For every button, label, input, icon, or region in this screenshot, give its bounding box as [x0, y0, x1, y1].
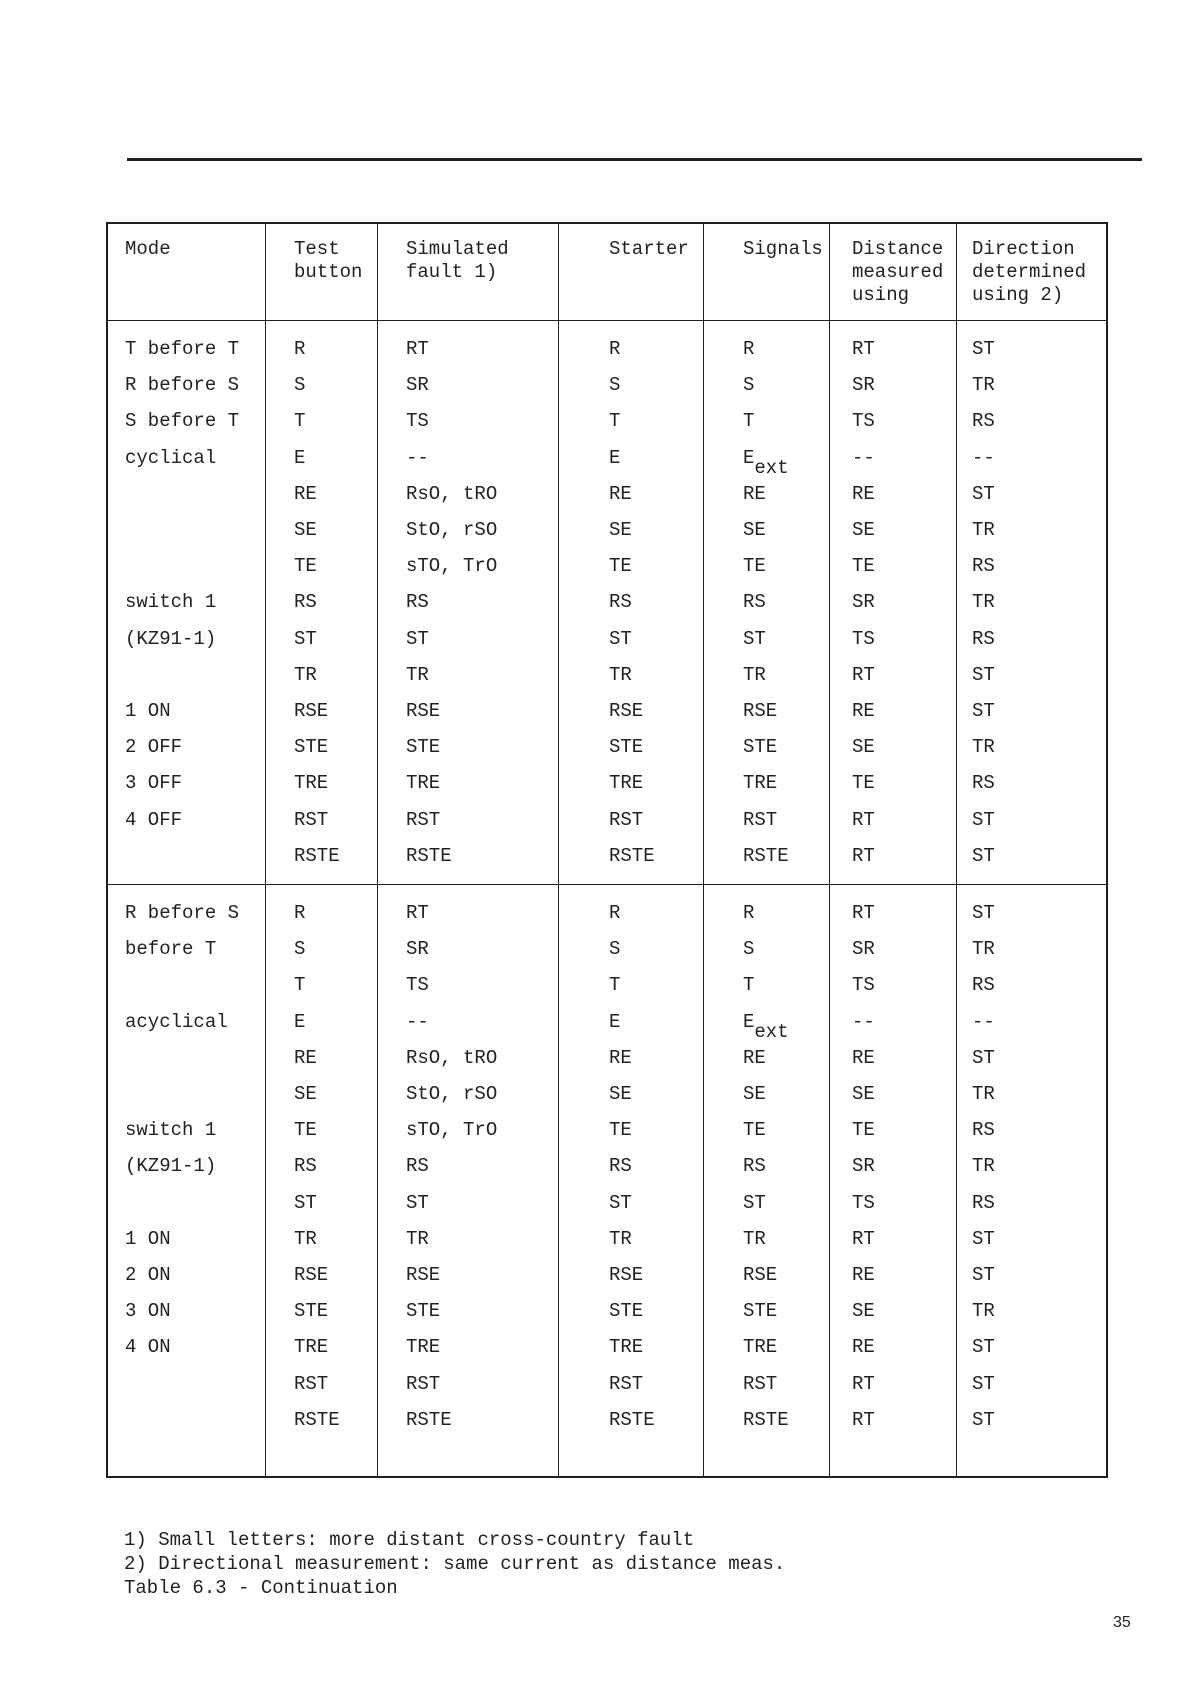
table-cell: T [294, 410, 306, 433]
table-cell: T [294, 974, 306, 997]
row-divider [108, 320, 1106, 321]
table-cell: RE [743, 1046, 766, 1069]
table-cell: RT [406, 338, 429, 360]
table-cell: TE [294, 1119, 317, 1142]
table-cell: RSE [743, 700, 778, 722]
table-cell: TE [743, 555, 766, 578]
table-cell: sTO, TrO [406, 555, 498, 578]
table-cell: RS [743, 591, 766, 614]
table-cell: R [743, 902, 755, 924]
page-number: 35 [1113, 1614, 1131, 1631]
table-cell: RsO, tRO [406, 482, 498, 505]
table-cell: TR [609, 1227, 632, 1250]
table-cell: RSE [609, 700, 644, 722]
mode-cell: 2 ON [125, 1264, 171, 1286]
table-cell: TR [406, 1227, 429, 1250]
table-cell: RST [294, 808, 329, 831]
table-cell: R [609, 902, 621, 924]
table-cell: S [743, 374, 755, 397]
table-cell: STE [406, 1300, 441, 1323]
table-cell: SE [852, 519, 875, 541]
table-cell: T [743, 410, 755, 433]
table-cell: RE [852, 482, 875, 505]
table-cell: sTO, TrO [406, 1119, 498, 1142]
table-cell: ST [406, 1191, 429, 1214]
table-cell: TR [972, 591, 995, 614]
table-cell: RE [852, 700, 875, 722]
column-header: Simulated fault 1) [406, 238, 509, 283]
table-cell: S [609, 938, 621, 961]
table-cell: ST [406, 627, 429, 650]
table-cell: SR [852, 1155, 875, 1178]
mode-cell: before T [125, 938, 217, 961]
table-cell: ST [972, 1046, 995, 1069]
table-cell: ST [972, 808, 995, 831]
table-cell: ST [743, 1191, 766, 1214]
table-cell: SE [294, 1083, 317, 1105]
column-header: Test button [294, 238, 363, 283]
table-cell: T [609, 410, 621, 433]
table-cell: R [609, 338, 621, 360]
table-cell: E [294, 1010, 306, 1033]
table-cell: ST [609, 1191, 632, 1214]
table-cell: R [294, 338, 306, 360]
table-cell: S [294, 374, 306, 397]
table-cell: RST [609, 1372, 644, 1395]
table-cell: RS [743, 1155, 766, 1178]
table-cell: RT [852, 1227, 875, 1250]
table-cell: TS [852, 974, 875, 997]
table-cell: ST [972, 482, 995, 505]
table-cell: TE [609, 1119, 632, 1142]
table-cell: RS [972, 772, 995, 795]
table-cell: ST [972, 338, 995, 360]
table-cell: ST [972, 1227, 995, 1250]
table-cell: T [609, 974, 621, 997]
table-caption: Table 6.3 - Continuation [124, 1577, 398, 1599]
table-cell: STE [743, 736, 778, 759]
table-cell: E [294, 446, 306, 469]
table-cell: RSTE [609, 1408, 655, 1431]
mode-cell: T before T [125, 338, 240, 360]
table-cell: STE [294, 736, 329, 759]
table-cell: TRE [406, 772, 441, 795]
mode-cell: 2 OFF [125, 736, 183, 759]
table-cell: R [294, 902, 306, 924]
table-cell: RSE [609, 1264, 644, 1286]
table-cell: RS [972, 974, 995, 997]
table-cell: RT [852, 663, 875, 686]
table-cell: ST [972, 1336, 995, 1359]
column-divider [377, 224, 378, 1476]
table-cell: TR [406, 663, 429, 686]
table-cell: RSE [406, 1264, 441, 1286]
table-cell: STE [294, 1300, 329, 1323]
table-cell: RE [852, 1336, 875, 1359]
table-cell: RSTE [609, 844, 655, 867]
footnote-2: 2) Directional measurement: same current as distance meas. [124, 1553, 786, 1575]
table-cell: RS [609, 1155, 632, 1178]
table-cell: RT [852, 902, 875, 924]
table-cell: TRE [609, 1336, 644, 1359]
table-cell: TRE [609, 772, 644, 795]
table-cell: TR [972, 519, 995, 541]
table-cell: -- [852, 446, 875, 469]
table-cell: TS [852, 1191, 875, 1214]
table-cell: TE [609, 555, 632, 578]
mode-cell: cyclical [125, 446, 217, 469]
table-cell: RT [852, 808, 875, 831]
table-cell: TE [852, 1119, 875, 1142]
mode-cell: acyclical [125, 1010, 228, 1033]
table-cell: -- [972, 1010, 995, 1033]
footnote-1: 1) Small letters: more distant cross-country fault [124, 1529, 695, 1551]
table-cell: SR [852, 591, 875, 614]
mode-cell: R before S [125, 902, 240, 924]
table-cell: RS [294, 591, 317, 614]
table-cell: RSTE [406, 844, 452, 867]
table-cell: -- [406, 1010, 429, 1033]
table-cell: SR [852, 938, 875, 961]
table-cell: TR [972, 938, 995, 961]
table-cell: ST [972, 663, 995, 686]
table-cell: RE [609, 1046, 632, 1069]
table-cell: RE [743, 482, 766, 505]
table-cell: TRE [406, 1336, 441, 1359]
table-cell: S [743, 938, 755, 961]
mode-cell: 3 OFF [125, 772, 183, 795]
table-cell: ST [743, 627, 766, 650]
table-cell: RE [609, 482, 632, 505]
table-cell: RST [406, 1372, 441, 1395]
table-cell: RT [852, 338, 875, 360]
column-header: Signals [743, 238, 823, 260]
table-cell: SE [852, 1300, 875, 1323]
table-cell: TR [972, 1155, 995, 1178]
table-cell: TS [406, 974, 429, 997]
table-cell: RSTE [743, 844, 789, 867]
table-cell: T [743, 974, 755, 997]
column-header: Mode [125, 238, 171, 260]
data-table [106, 222, 1108, 1478]
table-cell: TR [972, 374, 995, 397]
mode-cell: 4 ON [125, 1336, 171, 1359]
table-cell: RsO, tRO [406, 1046, 498, 1069]
table-cell: Eext [743, 446, 789, 479]
table-cell: -- [972, 446, 995, 469]
table-cell: ST [972, 902, 995, 924]
table-cell: TS [852, 410, 875, 433]
table-cell: RS [406, 1155, 429, 1178]
table-cell: TR [972, 736, 995, 759]
table-cell: TRE [743, 1336, 778, 1359]
table-cell: TRE [294, 1336, 329, 1359]
table-cell: Eext [743, 1010, 789, 1043]
table-cell: TR [294, 663, 317, 686]
table-cell: RSTE [743, 1408, 789, 1431]
mode-cell: R before S [125, 374, 240, 397]
table-cell: ST [294, 1191, 317, 1214]
table-cell: STE [609, 1300, 644, 1323]
table-cell: RSE [743, 1264, 778, 1286]
table-cell: RSE [294, 700, 329, 722]
table-cell: STE [743, 1300, 778, 1323]
table-cell: RST [743, 808, 778, 831]
table-cell: RE [852, 1046, 875, 1069]
mode-cell: S before T [125, 410, 240, 433]
table-cell: RT [852, 844, 875, 867]
table-cell: RT [406, 902, 429, 924]
table-cell: S [294, 938, 306, 961]
mode-cell: (KZ91-1) [125, 627, 217, 650]
table-cell: SE [743, 519, 766, 541]
table-cell: RE [852, 1264, 875, 1286]
table-cell: S [609, 374, 621, 397]
table-cell: RST [294, 1372, 329, 1395]
column-header: Starter [609, 238, 689, 260]
table-cell: RE [294, 482, 317, 505]
table-cell: RSE [406, 700, 441, 722]
table-cell: RSE [294, 1264, 329, 1286]
table-cell: ST [972, 844, 995, 867]
table-cell: ST [609, 627, 632, 650]
table-cell: RS [406, 591, 429, 614]
table-cell: RE [294, 1046, 317, 1069]
table-cell: RS [972, 410, 995, 433]
table-cell: ST [972, 700, 995, 722]
table-cell: TR [294, 1227, 317, 1250]
column-divider [265, 224, 266, 1476]
mode-cell: switch 1 [125, 591, 217, 614]
table-cell: SR [406, 938, 429, 961]
column-divider [558, 224, 559, 1476]
table-cell: SE [609, 1083, 632, 1105]
table-cell: StO, rSO [406, 1083, 498, 1105]
table-cell: TR [743, 1227, 766, 1250]
table-cell: RST [406, 808, 441, 831]
table-cell: RSTE [294, 844, 340, 867]
table-cell: StO, rSO [406, 519, 498, 541]
table-cell: STE [609, 736, 644, 759]
mode-cell: 1 ON [125, 700, 171, 722]
table-cell: STE [406, 736, 441, 759]
column-header: Direction determined using 2) [972, 238, 1087, 306]
table-cell: RS [972, 555, 995, 578]
table-cell: ST [972, 1372, 995, 1395]
table-cell: SE [743, 1083, 766, 1105]
table-cell: TE [294, 555, 317, 578]
mode-cell: 1 ON [125, 1227, 171, 1250]
table-cell: RST [609, 808, 644, 831]
table-cell: TR [609, 663, 632, 686]
table-cell: SE [609, 519, 632, 541]
row-divider [108, 884, 1106, 885]
table-cell: RSTE [406, 1408, 452, 1431]
table-cell: RS [972, 1119, 995, 1142]
table-cell: RS [609, 591, 632, 614]
table-cell: E [609, 446, 621, 469]
table-cell: -- [406, 446, 429, 469]
table-cell: TRE [294, 772, 329, 795]
table-cell: SE [852, 1083, 875, 1105]
table-cell: E [609, 1010, 621, 1033]
table-cell: TR [972, 1083, 995, 1105]
table-cell: RS [294, 1155, 317, 1178]
table-cell: RST [743, 1372, 778, 1395]
table-cell: TS [852, 627, 875, 650]
table-cell: RT [852, 1372, 875, 1395]
table-cell: ST [294, 627, 317, 650]
table-cell: RT [852, 1408, 875, 1431]
table-cell: RS [972, 627, 995, 650]
column-divider [956, 224, 957, 1476]
table-cell: ST [972, 1264, 995, 1286]
table-cell: RSTE [294, 1408, 340, 1431]
table-cell: TS [406, 410, 429, 433]
table-cell: TRE [743, 772, 778, 795]
table-cell: -- [852, 1010, 875, 1033]
table-cell: SR [852, 374, 875, 397]
mode-cell: switch 1 [125, 1119, 217, 1142]
table-cell: TE [852, 772, 875, 795]
table-cell: TE [743, 1119, 766, 1142]
table-cell: ST [972, 1408, 995, 1431]
header-rule [127, 158, 1142, 161]
table-cell: SE [294, 519, 317, 541]
column-divider [829, 224, 830, 1476]
column-header: Distance measured using [852, 238, 944, 306]
table-cell: R [743, 338, 755, 360]
mode-cell: 3 ON [125, 1300, 171, 1323]
mode-cell: 4 OFF [125, 808, 183, 831]
table-cell: TR [743, 663, 766, 686]
table-cell: RS [972, 1191, 995, 1214]
table-cell: TE [852, 555, 875, 578]
table-cell: SR [406, 374, 429, 397]
mode-cell: (KZ91-1) [125, 1155, 217, 1178]
table-cell: SE [852, 736, 875, 759]
table-cell: TR [972, 1300, 995, 1323]
column-divider [703, 224, 704, 1476]
